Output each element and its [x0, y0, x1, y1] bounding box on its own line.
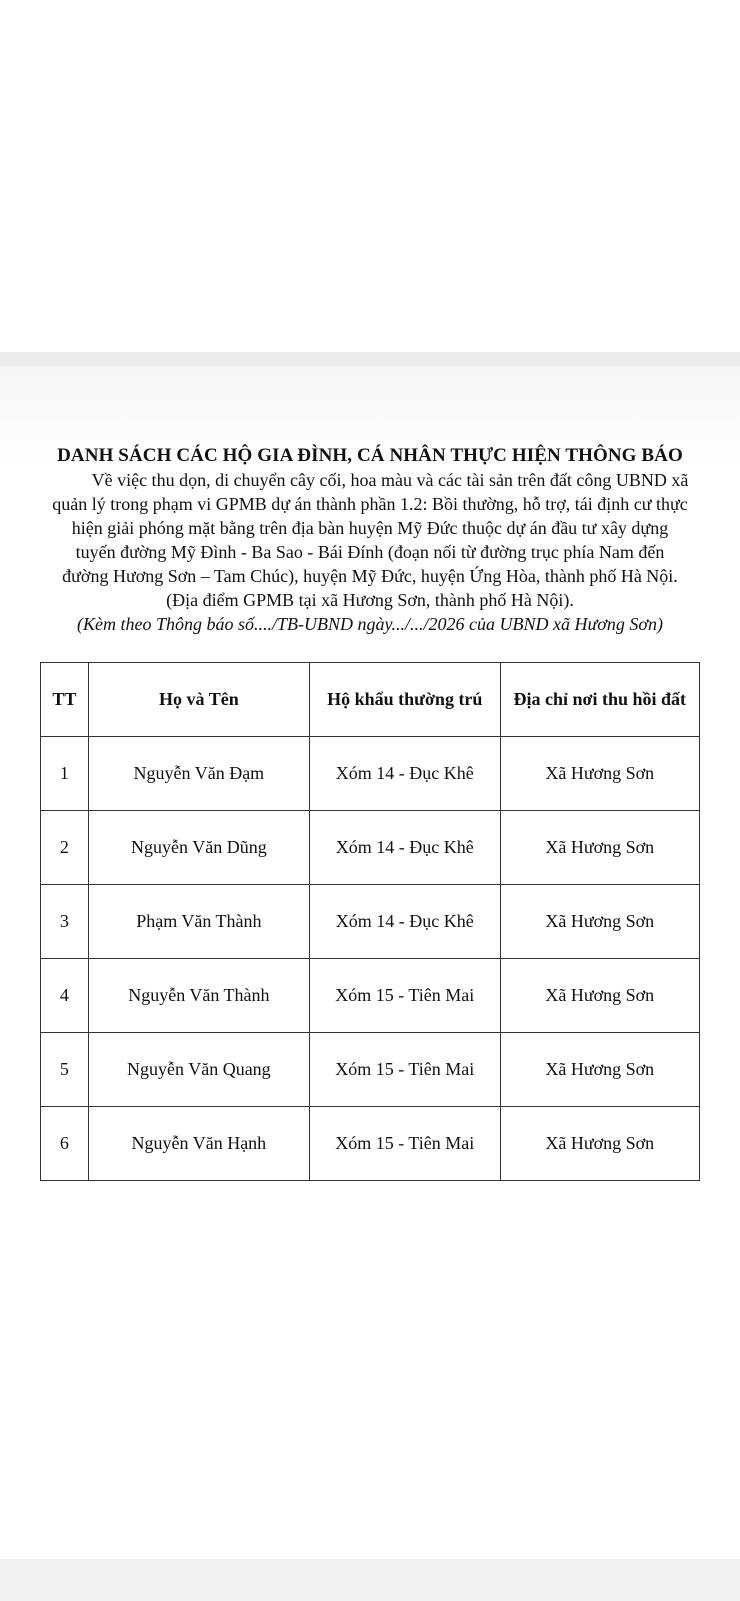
cell-name: Nguyễn Văn Dũng — [88, 811, 309, 885]
cell-address: Xã Hương Sơn — [500, 737, 699, 811]
cell-name: Nguyễn Văn Đạm — [88, 737, 309, 811]
cell-tt: 4 — [41, 959, 89, 1033]
cell-tt: 3 — [41, 885, 89, 959]
cell-address: Xã Hương Sơn — [500, 1033, 699, 1107]
cell-residence: Xóm 15 - Tiên Mai — [310, 959, 501, 1033]
page-bottom-edge — [0, 1559, 740, 1601]
header-residence: Hộ khẩu thường trú — [310, 663, 501, 737]
cell-residence: Xóm 15 - Tiên Mai — [310, 1033, 501, 1107]
table-row — [41, 1107, 700, 1181]
subject-line: Về việc thu dọn, di chuyển cây cối, hoa màu và các tài sản trên đất công UBND xã — [91, 470, 689, 490]
cell-residence: Xóm 14 - Đục Khê — [310, 811, 501, 885]
table-row — [41, 885, 700, 959]
blank-top-area — [0, 0, 740, 352]
subject-line: quản lý trong phạm vi GPMB dự án thành phần 1.2: Bồi thường, hỗ trợ, tái định cư thực — [52, 494, 688, 514]
document-subject — [40, 468, 700, 612]
cell-residence: Xóm 14 - Đục Khê — [310, 737, 501, 811]
cell-address: Xã Hương Sơn — [500, 885, 699, 959]
attachment-note: (Kèm theo Thông báo số..../TB-UBND ngày.../.../2026 của UBND xã Hương Sơn) — [77, 614, 663, 634]
document-title: DANH SÁCH CÁC HỘ GIA ĐÌNH, CÁ NHÂN THỰC HIỆN THÔNG BÁO — [57, 445, 683, 466]
header-tt: TT — [41, 663, 89, 737]
subject-line: tuyến đường Mỹ Đình - Ba Sao - Bái Đính (đoạn nối từ đường trục phía Nam đến — [75, 542, 665, 562]
header-name: Họ và Tên — [88, 663, 309, 737]
cell-address: Xã Hương Sơn — [500, 811, 699, 885]
cell-tt: 1 — [41, 737, 89, 811]
table-row — [41, 959, 700, 1033]
cell-name: Nguyễn Văn Quang — [88, 1033, 309, 1107]
table-row — [41, 737, 700, 811]
subject-line: (Địa điểm GPMB tại xã Hương Sơn, thành phố Hà Nội). — [166, 590, 574, 610]
table-row — [41, 811, 700, 885]
cell-name: Phạm Văn Thành — [88, 885, 309, 959]
header-address: Địa chỉ nơi thu hồi đất — [500, 663, 699, 737]
household-list-table — [40, 662, 700, 1181]
page-top-edge — [0, 352, 740, 366]
cell-name: Nguyễn Văn Hạnh — [88, 1107, 309, 1181]
cell-residence: Xóm 14 - Đục Khê — [310, 885, 501, 959]
cell-residence: Xóm 15 - Tiên Mai — [310, 1107, 501, 1181]
cell-name: Nguyễn Văn Thành — [88, 959, 309, 1033]
cell-tt: 2 — [41, 811, 89, 885]
cell-tt: 5 — [41, 1033, 89, 1107]
table-row — [41, 1033, 700, 1107]
table-header-row — [41, 663, 700, 737]
subject-line: đường Hương Sơn – Tam Chúc), huyện Mỹ Đức, huyện Ứng Hòa, thành phố Hà Nội. — [62, 566, 678, 586]
document-header — [0, 444, 740, 636]
cell-tt: 6 — [41, 1107, 89, 1181]
cell-address: Xã Hương Sơn — [500, 959, 699, 1033]
subject-line: hiện giải phóng mặt bằng trên địa bàn huyện Mỹ Đức thuộc dự án đầu tư xây dựng — [71, 518, 669, 538]
cell-address: Xã Hương Sơn — [500, 1107, 699, 1181]
